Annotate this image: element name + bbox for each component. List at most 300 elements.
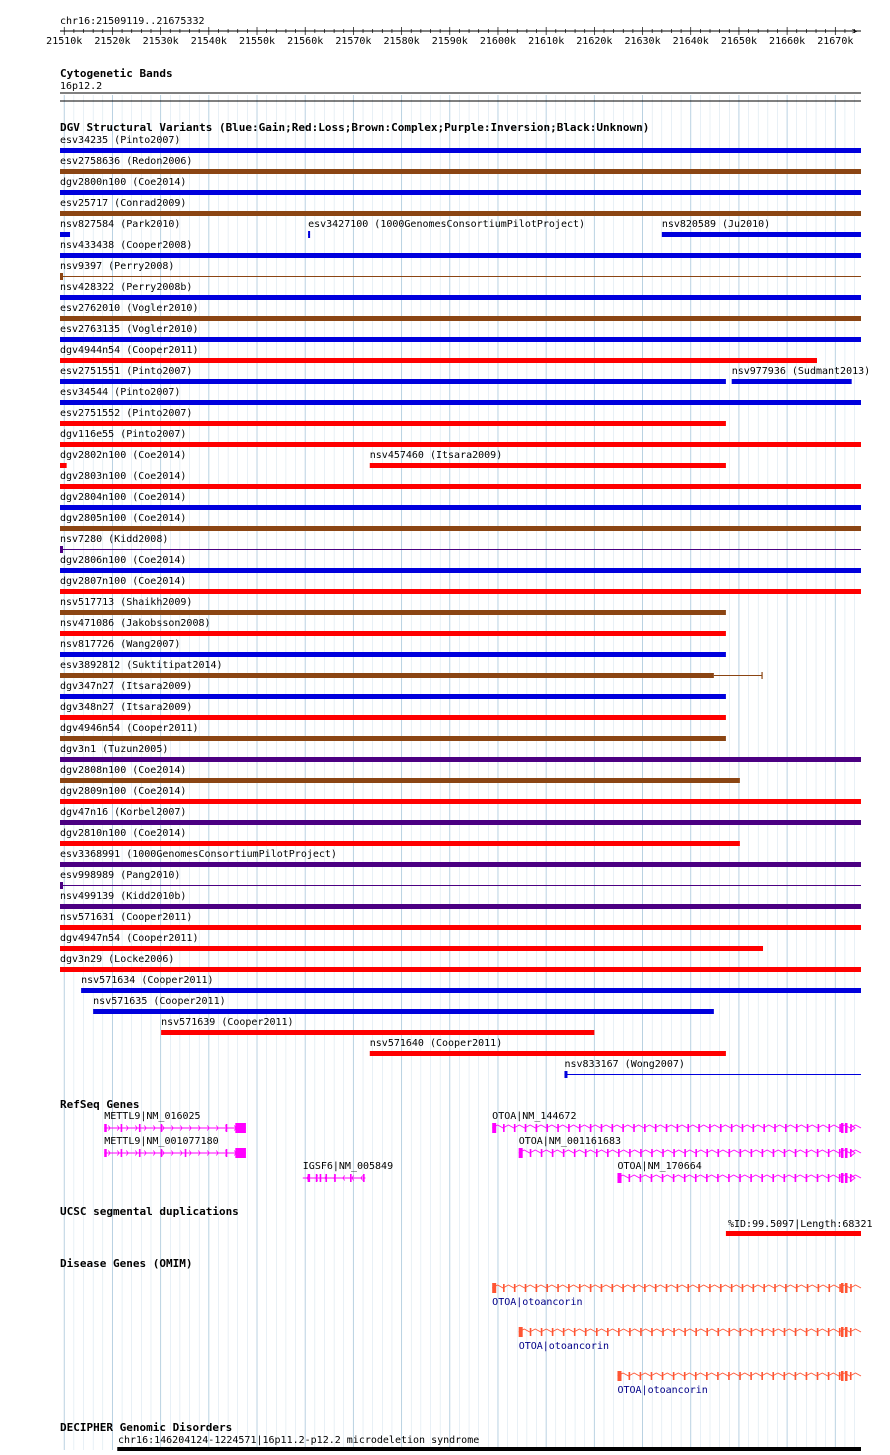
omim-exon <box>684 1372 686 1380</box>
dgv-variant-label[interactable]: dgv2809n100 (Coe2014) <box>60 786 187 797</box>
omim-exon <box>629 1328 631 1336</box>
refseq-exon <box>640 1174 642 1182</box>
omim-exon <box>633 1284 635 1292</box>
segdup-label[interactable]: %ID:99.5097|Length:68321 <box>728 1219 873 1230</box>
refseq-exon <box>325 1174 327 1182</box>
dgv-variant-bar[interactable] <box>60 715 726 720</box>
dgv-variant-label[interactable]: dgv347n27 (Itsara2009) <box>60 681 193 692</box>
dgv-variant-bar[interactable] <box>60 946 763 951</box>
omim-exon <box>673 1328 675 1336</box>
dgv-variant-bar[interactable] <box>60 694 726 699</box>
refseq-exon <box>828 1124 830 1132</box>
dgv-variant-bar[interactable] <box>60 841 740 846</box>
ruler-coordinates: chr16:21509119..21675332 <box>60 16 205 27</box>
refseq-exon <box>185 1149 187 1157</box>
dgv-variant-bar[interactable] <box>60 652 726 657</box>
refseq-exon <box>607 1149 609 1157</box>
dgv-variant-label[interactable]: nsv471086 (Jakobsson2008) <box>60 618 211 629</box>
refseq-gene-label[interactable]: OTOA|NM_144672 <box>492 1111 577 1122</box>
refseq-exon <box>684 1149 686 1157</box>
omim-exon <box>706 1328 708 1336</box>
omim-gene-label[interactable]: OTOA|otoancorin <box>518 1341 610 1352</box>
refseq-gene-label[interactable]: OTOA|NM_170664 <box>617 1161 702 1172</box>
refseq-exon <box>784 1149 786 1157</box>
omim-exon <box>617 1371 621 1381</box>
refseq-exon <box>839 1149 841 1157</box>
refseq-exon <box>585 1149 587 1157</box>
omim-exon <box>706 1372 708 1380</box>
dgv-variant-label[interactable]: nsv817726 (Wang2007) <box>60 639 181 650</box>
dgv-variant-label[interactable]: nsv433438 (Cooper2008) <box>60 240 193 251</box>
omim-exon <box>717 1372 719 1380</box>
refseq-exon <box>841 1148 844 1158</box>
dgv-variant-label[interactable]: dgv2804n100 (Coe2014) <box>60 492 187 503</box>
dgv-variant-bar[interactable] <box>60 358 817 363</box>
dgv-variant-bar[interactable] <box>60 673 714 678</box>
refseq-exon <box>687 1124 689 1132</box>
omim-exon <box>807 1284 809 1292</box>
omim-exon <box>796 1284 798 1292</box>
omim-exon <box>687 1284 689 1292</box>
refseq-exon <box>796 1124 798 1132</box>
dgv-variant-bar[interactable] <box>60 526 861 531</box>
dgv-variant-label[interactable]: dgv47n16 (Korbel2007) <box>60 807 187 818</box>
omim-track-title[interactable]: Disease Genes (OMIM) <box>60 1257 193 1270</box>
omim-exon <box>828 1372 830 1380</box>
refseq-exon <box>785 1124 787 1132</box>
omim-exon <box>850 1328 852 1336</box>
refseq-exon <box>525 1124 527 1132</box>
cytoband-track-title[interactable]: Cytogenetic Bands <box>60 67 173 80</box>
omim-exon <box>739 1372 741 1380</box>
omim-exon <box>740 1328 742 1336</box>
refseq-gene-label[interactable]: OTOA|NM_001161683 <box>518 1136 622 1147</box>
omim-exon <box>742 1284 744 1292</box>
refseq-exon <box>841 1173 844 1183</box>
dgv-variant-label[interactable]: nsv7280 (Kidd2008) <box>60 534 169 545</box>
omim-exon <box>596 1328 598 1336</box>
refseq-exon <box>622 1124 624 1132</box>
omim-exon <box>673 1372 675 1380</box>
omim-exon <box>772 1372 774 1380</box>
refseq-exon <box>121 1149 123 1157</box>
omim-exon <box>536 1284 538 1292</box>
refseq-exon <box>530 1149 532 1157</box>
ruler-tick-label: 21640k <box>672 36 709 47</box>
refseq-exon <box>601 1124 603 1132</box>
dgv-variant-bar[interactable] <box>60 463 67 468</box>
omim-exon <box>763 1284 765 1292</box>
refseq-exon <box>839 1174 841 1182</box>
refseq-exon <box>519 1148 523 1158</box>
dgv-variant-bar[interactable] <box>662 232 861 237</box>
ruler-tick-label: 21660k <box>769 36 806 47</box>
dgv-variant-label[interactable]: dgv4946n54 (Cooper2011) <box>60 723 199 734</box>
omim-exon <box>818 1284 820 1292</box>
refseq-exon <box>742 1124 744 1132</box>
refseq-gene-label[interactable]: METTL9|NM_001077180 <box>104 1136 219 1147</box>
dgv-variant-bar[interactable] <box>60 904 861 909</box>
omim-exon <box>841 1371 844 1381</box>
refseq-exon <box>662 1149 664 1157</box>
refseq-exon <box>806 1174 808 1182</box>
dgv-variant-bar[interactable] <box>60 211 861 216</box>
dgv-variant-label[interactable]: nsv571631 (Cooper2011) <box>60 912 193 923</box>
dgv-variant-bar[interactable] <box>60 232 70 237</box>
dgv-variant-label[interactable]: dgv2808n100 (Coe2014) <box>60 765 187 776</box>
refseq-exon <box>740 1149 742 1157</box>
ruler-tick-label: 21580k <box>383 36 420 47</box>
refseq-exon <box>841 1123 844 1133</box>
refseq-exon <box>226 1149 228 1157</box>
dgv-variant-label[interactable]: esv998989 (Pang2010) <box>60 870 181 881</box>
dgv-variant-bar[interactable] <box>81 988 861 993</box>
omim-exon <box>662 1328 664 1336</box>
dgv-variant-bar[interactable] <box>60 421 726 426</box>
refseq-exon <box>772 1174 774 1182</box>
dgv-variant-bar[interactable] <box>60 589 861 594</box>
omim-exon <box>563 1328 565 1336</box>
omim-exon <box>622 1284 624 1292</box>
refseq-exon <box>541 1149 543 1157</box>
omim-exon <box>817 1328 819 1336</box>
refseq-exon <box>817 1149 819 1157</box>
ruler-tick-label: 21670k <box>817 36 854 47</box>
dgv-variant-label[interactable]: esv2751551 (Pinto2007) <box>60 366 193 377</box>
dgv-variant-bar[interactable] <box>60 967 861 972</box>
omim-exon <box>612 1284 614 1292</box>
refseq-exon <box>731 1124 733 1132</box>
refseq-exon <box>773 1149 775 1157</box>
omim-exon <box>795 1372 797 1380</box>
dgv-variant-label[interactable]: esv34544 (Pinto2007) <box>60 387 181 398</box>
omim-exon <box>492 1283 496 1293</box>
omim-exon <box>503 1284 505 1292</box>
dgv-variant-label[interactable]: nsv571639 (Cooper2011) <box>161 1017 294 1028</box>
refseq-exon <box>807 1124 809 1132</box>
refseq-exon <box>596 1149 598 1157</box>
omim-exon <box>568 1284 570 1292</box>
omim-exon <box>519 1327 523 1337</box>
dgv-variant-label[interactable]: dgv2802n100 (Coe2014) <box>60 450 187 461</box>
dgv-variant-label[interactable]: dgv2800n100 (Coe2014) <box>60 177 187 188</box>
ruler-tick-label: 21540k <box>190 36 227 47</box>
omim-exon <box>530 1328 532 1336</box>
omim-exon <box>640 1372 642 1380</box>
refseq-exon <box>633 1124 635 1132</box>
refseq-exon <box>226 1124 228 1132</box>
dgv-variant-tick <box>564 1071 567 1078</box>
refseq-exon <box>728 1174 730 1182</box>
omim-exon <box>574 1328 576 1336</box>
refseq-exon <box>104 1149 107 1157</box>
refseq-exon <box>728 1149 730 1157</box>
refseq-exon <box>706 1174 708 1182</box>
dgv-variant-bar[interactable] <box>60 316 861 321</box>
dgv-variant-label[interactable]: esv2763135 (Vogler2010) <box>60 324 199 335</box>
refseq-exon <box>795 1174 797 1182</box>
omim-exon <box>709 1284 711 1292</box>
refseq-exon <box>784 1174 786 1182</box>
refseq-exon <box>492 1123 496 1133</box>
refseq-exon <box>139 1124 141 1132</box>
refseq-exon <box>235 1123 246 1133</box>
refseq-exon <box>363 1174 365 1182</box>
dgv-variant-bar[interactable] <box>370 1051 726 1056</box>
omim-exon <box>828 1284 830 1292</box>
omim-exon <box>839 1372 841 1380</box>
segdup-bar <box>726 1231 861 1236</box>
dgv-variant-label[interactable]: dgv348n27 (Itsara2009) <box>60 702 193 713</box>
ruler-tick-label: 21560k <box>287 36 324 47</box>
dgv-variant-label[interactable]: nsv571635 (Cooper2011) <box>93 996 226 1007</box>
omim-exon <box>644 1284 646 1292</box>
refseq-exon <box>845 1123 848 1133</box>
refseq-exon <box>334 1174 336 1182</box>
dgv-variant-bar[interactable] <box>60 610 726 615</box>
omim-gene-label[interactable]: OTOA|otoancorin <box>492 1297 583 1308</box>
refseq-exon <box>121 1124 123 1132</box>
omim-exon <box>750 1372 752 1380</box>
omim-exon <box>773 1328 775 1336</box>
refseq-exon <box>795 1149 797 1157</box>
refseq-exon <box>557 1124 559 1132</box>
dgv-variant-bar[interactable] <box>93 1009 714 1014</box>
dgv-variant-bar[interactable] <box>60 925 861 930</box>
refseq-exon <box>673 1149 675 1157</box>
dgv-variant-bar[interactable] <box>60 736 726 741</box>
dgv-variant-bar[interactable] <box>60 190 861 195</box>
dgv-variant-label[interactable]: dgv2807n100 (Coe2014) <box>60 576 187 587</box>
refseq-exon <box>845 1148 848 1158</box>
dgv-variant-bar[interactable] <box>60 820 861 825</box>
dgv-variant-label[interactable]: esv2751552 (Pinto2007) <box>60 408 193 419</box>
refseq-exon <box>717 1149 719 1157</box>
dgv-variant-bar[interactable] <box>60 757 861 762</box>
refseq-exon <box>673 1174 675 1182</box>
omim-exon <box>557 1284 559 1292</box>
refseq-exon <box>751 1149 753 1157</box>
dgv-variant-label[interactable]: esv3892812 (Suktitipat2014) <box>60 660 223 671</box>
omim-exon <box>751 1328 753 1336</box>
refseq-exon <box>828 1149 830 1157</box>
dgv-variant-label[interactable]: esv2758636 (Redon2006) <box>60 156 193 167</box>
dgv-variant-bar[interactable] <box>60 631 726 636</box>
ruler-tick-label: 21570k <box>335 36 372 47</box>
omim-exon <box>850 1284 852 1292</box>
refseq-exon <box>677 1124 679 1132</box>
omim-exon <box>651 1372 653 1380</box>
dgv-variant-label[interactable]: nsv571640 (Cooper2011) <box>369 1038 503 1049</box>
refseq-exon <box>503 1124 505 1132</box>
refseq-exon <box>753 1124 755 1132</box>
dgv-variant-bar[interactable] <box>60 400 861 405</box>
omim-exon <box>717 1328 719 1336</box>
dgv-variant-bar[interactable] <box>60 505 861 510</box>
refseq-track-title[interactable]: RefSeq Genes <box>60 1098 140 1111</box>
refseq-exon <box>514 1124 516 1132</box>
refseq-exon <box>818 1124 820 1132</box>
dgv-variant-label[interactable]: nsv571634 (Cooper2011) <box>81 975 214 986</box>
omim-exon <box>828 1328 830 1336</box>
omim-exon <box>655 1284 657 1292</box>
dgv-variant-label[interactable]: esv25717 (Conrad2009) <box>60 198 187 209</box>
omim-exon <box>839 1284 841 1292</box>
dgv-variant-bar[interactable] <box>60 337 861 342</box>
refseq-exon <box>839 1124 841 1132</box>
refseq-exon <box>763 1124 765 1132</box>
omim-intron <box>519 1329 861 1332</box>
dgv-variant-bar[interactable] <box>60 295 861 300</box>
dgv-variant-label[interactable]: nsv499139 (Kidd2010b) <box>60 891 187 902</box>
refseq-exon <box>717 1174 719 1182</box>
omim-exon <box>845 1283 848 1293</box>
dgv-variant-label[interactable]: nsv820589 (Ju2010) <box>661 219 771 230</box>
refseq-exon <box>552 1149 554 1157</box>
refseq-exon <box>640 1149 642 1157</box>
decipher-bar <box>117 1447 861 1451</box>
dgv-variant-bar[interactable] <box>60 799 861 804</box>
refseq-exon <box>161 1124 163 1132</box>
dgv-variant-bar[interactable] <box>60 442 861 447</box>
omim-exon <box>695 1328 697 1336</box>
omim-exon <box>629 1372 631 1380</box>
dgv-variant-bar[interactable] <box>60 484 861 489</box>
refseq-exon <box>612 1124 614 1132</box>
omim-exon <box>817 1372 819 1380</box>
ruler-tick-label: 21610k <box>528 36 565 47</box>
dgv-variant-label[interactable]: nsv9397 (Perry2008) <box>60 261 175 272</box>
dgv-variant-label[interactable]: dgv2803n100 (Coe2014) <box>60 471 187 482</box>
ruler-tick-label: 21550k <box>238 36 276 47</box>
omim-exon <box>795 1328 797 1336</box>
dgv-variant-label[interactable]: dgv3n29 (Locke2006) <box>60 954 175 965</box>
refseq-exon <box>568 1124 570 1132</box>
omim-gene-label[interactable]: OTOA|otoancorin <box>617 1385 708 1396</box>
dgv-variant-bar[interactable] <box>60 148 861 153</box>
dgv-variant-label[interactable]: esv2762010 (Vogler2010) <box>60 303 199 314</box>
omim-exon <box>841 1283 844 1293</box>
omim-exon <box>607 1328 609 1336</box>
dgv-variant-bar[interactable] <box>370 463 726 468</box>
refseq-exon <box>706 1149 708 1157</box>
refseq-exon <box>574 1149 576 1157</box>
ruler-tick-label: 21600k <box>479 36 517 47</box>
omim-exon <box>525 1284 527 1292</box>
omim-exon <box>785 1284 787 1292</box>
refseq-exon <box>709 1124 711 1132</box>
tracks <box>60 67 873 1451</box>
dgv-variant-tick <box>60 882 63 889</box>
dgv-variant-bar[interactable] <box>60 253 861 258</box>
dgv-variant-tick <box>60 273 63 280</box>
refseq-exon <box>720 1124 722 1132</box>
dgv-variant-label[interactable]: nsv517713 (Shaikh2009) <box>60 597 193 608</box>
refseq-exon <box>845 1173 848 1183</box>
omim-exon <box>845 1327 848 1337</box>
refseq-exon <box>350 1174 352 1182</box>
omim-exon <box>585 1328 587 1336</box>
dgv-track-title[interactable]: DGV Structural Variants (Blue:Gain;Red:Loss;Brown:Complex;Purple:Inversion;Black:Unknown) <box>60 121 650 134</box>
refseq-gene-label[interactable]: IGSF6|NM_005849 <box>302 1161 394 1172</box>
dgv-variant-label[interactable]: dgv4944n54 (Cooper2011) <box>60 345 199 356</box>
omim-exon <box>806 1372 808 1380</box>
decipher-label[interactable]: chr16:146204124-1224571|16p11.2-p12.2 microdeletion syndrome <box>118 1435 480 1446</box>
omim-exon <box>698 1284 700 1292</box>
dgv-variant-bar[interactable] <box>60 778 740 783</box>
ruler-tick-label: 21520k <box>94 36 131 47</box>
refseq-exon <box>579 1124 581 1132</box>
dgv-variant-bar[interactable] <box>161 1030 594 1035</box>
ruler <box>46 16 861 47</box>
omim-exon <box>720 1284 722 1292</box>
dgv-variant-bar[interactable] <box>732 379 852 384</box>
dgv-variant-label[interactable]: nsv457460 (Itsara2009) <box>369 450 503 461</box>
dgv-variant-bar[interactable] <box>60 862 861 867</box>
refseq-exon <box>235 1148 246 1158</box>
omim-exon <box>845 1371 848 1381</box>
dgv-variant-bar[interactable] <box>60 568 861 573</box>
omim-exon <box>541 1328 543 1336</box>
dgv-variant-tick <box>308 231 310 238</box>
omim-exon <box>666 1284 668 1292</box>
dgv-variant-bar[interactable] <box>60 169 861 174</box>
dgv-variant-label[interactable]: esv3427100 (1000GenomesConsortiumPilotProject) <box>308 219 586 230</box>
refseq-exon <box>629 1174 631 1182</box>
ruler-tick-label: 21630k <box>624 36 661 47</box>
omim-exon <box>651 1328 653 1336</box>
dgv-variant-label[interactable]: dgv2810n100 (Coe2014) <box>60 828 187 839</box>
dgv-variant-label[interactable]: nsv827584 (Park2010) <box>60 219 181 230</box>
refseq-exon <box>762 1149 764 1157</box>
decipher-track-title[interactable]: DECIPHER Genomic Disorders <box>60 1421 233 1434</box>
refseq-exon <box>666 1124 668 1132</box>
omim-exon <box>546 1284 548 1292</box>
refseq-exon <box>104 1124 107 1132</box>
omim-exon <box>839 1328 841 1336</box>
refseq-exon <box>651 1174 653 1182</box>
dgv-variant-label[interactable]: esv3368991 (1000GenomesConsortiumPilotProject) <box>60 849 337 860</box>
omim-exon <box>677 1284 679 1292</box>
refseq-exon <box>617 1173 621 1183</box>
refseq-exon <box>655 1124 657 1132</box>
refseq-gene-label[interactable]: METTL9|NM_016025 <box>104 1111 201 1122</box>
ruler-tick-label: 21530k <box>142 36 179 47</box>
dgv-variant-label[interactable]: dgv2806n100 (Coe2014) <box>60 555 187 566</box>
omim-exon <box>728 1328 730 1336</box>
refseq-exon <box>695 1149 697 1157</box>
dgv-variant-label[interactable]: dgv116e55 (Pinto2007) <box>60 429 187 440</box>
omim-exon <box>761 1372 763 1380</box>
segdup-track-title[interactable]: UCSC segmental duplications <box>60 1205 239 1218</box>
dgv-variant-label[interactable]: dgv4947n54 (Cooper2011) <box>60 933 199 944</box>
refseq-exon <box>698 1124 700 1132</box>
cytoband-label[interactable]: 16p12.2 <box>60 81 103 92</box>
refseq-exon <box>750 1174 752 1182</box>
dgv-variant-label[interactable]: nsv833167 (Wong2007) <box>564 1059 685 1070</box>
omim-exon <box>774 1284 776 1292</box>
dgv-variant-label[interactable]: dgv3n1 (Tuzun2005) <box>60 744 169 755</box>
refseq-exon <box>563 1149 565 1157</box>
dgv-variant-label[interactable]: dgv2805n100 (Coe2014) <box>60 513 187 524</box>
refseq-exon <box>651 1149 653 1157</box>
dgv-variant-label[interactable]: esv34235 (Pinto2007) <box>60 135 181 146</box>
dgv-variant-bar[interactable] <box>60 379 726 384</box>
dgv-variant-label[interactable]: nsv977936 (Sudmant2013) <box>731 366 871 377</box>
ruler-tick-label: 21510k <box>46 36 83 47</box>
refseq-exon <box>684 1174 686 1182</box>
dgv-variant-label[interactable]: nsv428322 (Perry2008b) <box>60 282 193 293</box>
